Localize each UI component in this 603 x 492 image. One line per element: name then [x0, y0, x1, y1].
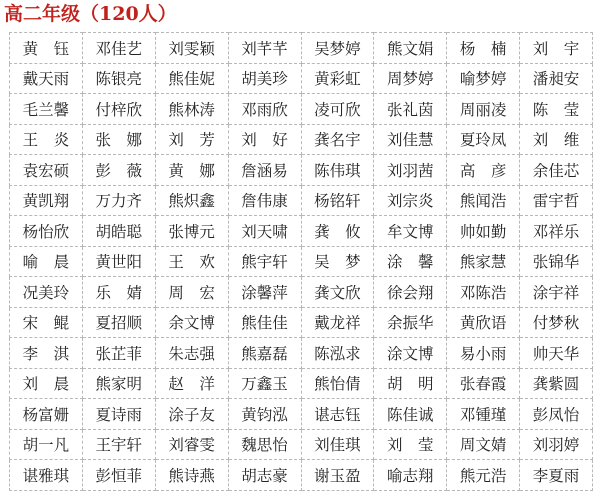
- student-name-cell: 张礼茵: [374, 94, 447, 125]
- student-name-cell: 龚名宇: [301, 124, 374, 155]
- student-name-cell: 毛兰馨: [10, 94, 83, 125]
- student-name-cell: 王 炎: [10, 124, 83, 155]
- student-name-cell: 熊诗燕: [155, 460, 228, 491]
- student-name-cell: 余文博: [155, 307, 228, 338]
- student-name-cell: 熊佳佳: [228, 307, 301, 338]
- roster-row: [10, 33, 593, 64]
- student-name-cell: 陈泓求: [301, 338, 374, 369]
- student-name-cell: 谢玉盈: [301, 460, 374, 491]
- roster-row: [10, 155, 593, 186]
- student-name-cell: 周梦婷: [374, 63, 447, 94]
- student-name-cell: 詹涵易: [228, 155, 301, 186]
- student-name-cell: 熊佳妮: [155, 63, 228, 94]
- student-name-cell: 周文婧: [447, 429, 520, 460]
- student-name-cell: 吴 梦: [301, 246, 374, 277]
- roster-row: [10, 307, 593, 338]
- student-name-cell: 熊文娟: [374, 33, 447, 64]
- student-name-cell: 刘宗炎: [374, 185, 447, 216]
- student-name-cell: 徐会翔: [374, 277, 447, 308]
- student-name-cell: 夏诗雨: [82, 399, 155, 430]
- student-name-cell: 刘雯颖: [155, 33, 228, 64]
- student-name-cell: 涂宇祥: [520, 277, 593, 308]
- grade-title: 高二年级（120人）: [4, 3, 177, 25]
- student-name-cell: 刘 维: [520, 124, 593, 155]
- student-name-cell: 余振华: [374, 307, 447, 338]
- student-name-cell: 黄 娜: [155, 155, 228, 186]
- student-name-cell: 胡一凡: [10, 429, 83, 460]
- student-roster-table: [9, 32, 593, 491]
- student-name-cell: 刘羽婷: [520, 429, 593, 460]
- student-name-cell: 朱志强: [155, 338, 228, 369]
- student-name-cell: 杨怡欣: [10, 216, 83, 247]
- student-name-cell: 熊嘉磊: [228, 338, 301, 369]
- student-name-cell: 龚 攸: [301, 216, 374, 247]
- student-name-cell: 帅天华: [520, 338, 593, 369]
- student-name-cell: 杨铭轩: [301, 185, 374, 216]
- roster-row: [10, 63, 593, 94]
- student-name-cell: 龚紫圆: [520, 368, 593, 399]
- student-name-cell: 詹伟康: [228, 185, 301, 216]
- student-name-cell: 黄欣语: [447, 307, 520, 338]
- roster-row: [10, 277, 593, 308]
- student-name-cell: 周 宏: [155, 277, 228, 308]
- student-name-cell: 王宇轩: [82, 429, 155, 460]
- roster-row: [10, 429, 593, 460]
- student-name-cell: 万力齐: [82, 185, 155, 216]
- student-name-cell: 李夏雨: [520, 460, 593, 491]
- student-name-cell: 邓祥乐: [520, 216, 593, 247]
- student-name-cell: 张芷菲: [82, 338, 155, 369]
- student-name-cell: 夏玲凤: [447, 124, 520, 155]
- student-name-cell: 刘佳慧: [374, 124, 447, 155]
- student-name-cell: 喻梦婷: [447, 63, 520, 94]
- student-name-cell: 刘睿雯: [155, 429, 228, 460]
- student-name-cell: 邓佳艺: [82, 33, 155, 64]
- student-name-cell: 刘佳琪: [301, 429, 374, 460]
- student-name-cell: 邓雨欣: [228, 94, 301, 125]
- student-name-cell: 熊家明: [82, 368, 155, 399]
- student-name-cell: 付梦秋: [520, 307, 593, 338]
- student-name-cell: 乐 婧: [82, 277, 155, 308]
- student-name-cell: 黄 钰: [10, 33, 83, 64]
- student-name-cell: 魏思怡: [228, 429, 301, 460]
- student-name-cell: 邓陈浩: [447, 277, 520, 308]
- student-name-cell: 熊宇轩: [228, 246, 301, 277]
- roster-body: [10, 33, 593, 491]
- student-name-cell: 谌雅琪: [10, 460, 83, 491]
- roster-row: [10, 124, 593, 155]
- student-name-cell: 陈伟琪: [301, 155, 374, 186]
- student-name-cell: 胡美珍: [228, 63, 301, 94]
- student-name-cell: 牟文博: [374, 216, 447, 247]
- student-name-cell: 熊林涛: [155, 94, 228, 125]
- student-name-cell: 胡 明: [374, 368, 447, 399]
- student-name-cell: 潘昶安: [520, 63, 593, 94]
- student-name-cell: 刘 芳: [155, 124, 228, 155]
- student-name-cell: 熊炽鑫: [155, 185, 228, 216]
- student-name-cell: 戴龙祥: [301, 307, 374, 338]
- student-name-cell: 刘芊芊: [228, 33, 301, 64]
- student-name-cell: 凌可欣: [301, 94, 374, 125]
- student-name-cell: 赵 洋: [155, 368, 228, 399]
- student-name-cell: 高 彦: [447, 155, 520, 186]
- roster-row: [10, 246, 593, 277]
- roster-row: [10, 460, 593, 491]
- student-name-cell: 宋 鲲: [10, 307, 83, 338]
- student-name-cell: 万鑫玉: [228, 368, 301, 399]
- student-name-cell: 彭凤怡: [520, 399, 593, 430]
- student-name-cell: 涂 馨: [374, 246, 447, 277]
- student-name-cell: 戴天雨: [10, 63, 83, 94]
- student-name-cell: 喻 晨: [10, 246, 83, 277]
- student-name-cell: 付梓欣: [82, 94, 155, 125]
- student-name-cell: 张博元: [155, 216, 228, 247]
- student-name-cell: 熊家慧: [447, 246, 520, 277]
- student-name-cell: 彭恒菲: [82, 460, 155, 491]
- student-name-cell: 张 娜: [82, 124, 155, 155]
- student-name-cell: 陈佳诚: [374, 399, 447, 430]
- student-name-cell: 刘 宇: [520, 33, 593, 64]
- student-name-cell: 况美玲: [10, 277, 83, 308]
- student-name-cell: 周丽凌: [447, 94, 520, 125]
- roster-row: [10, 185, 593, 216]
- student-name-cell: 夏招顺: [82, 307, 155, 338]
- student-name-cell: 熊闻浩: [447, 185, 520, 216]
- student-name-cell: 袁宏硕: [10, 155, 83, 186]
- student-name-cell: 帅如勤: [447, 216, 520, 247]
- roster-row: [10, 399, 593, 430]
- student-name-cell: 黄世阳: [82, 246, 155, 277]
- student-name-cell: 胡志豪: [228, 460, 301, 491]
- roster-row: [10, 368, 593, 399]
- roster-row: [10, 94, 593, 125]
- student-name-cell: 黄彩虹: [301, 63, 374, 94]
- student-name-cell: 谌志钰: [301, 399, 374, 430]
- student-name-cell: 黄凯翔: [10, 185, 83, 216]
- student-name-cell: 刘 莹: [374, 429, 447, 460]
- student-name-cell: 刘 晨: [10, 368, 83, 399]
- student-name-cell: 雷宇哲: [520, 185, 593, 216]
- student-name-cell: 陈 莹: [520, 94, 593, 125]
- student-name-cell: 龚文欣: [301, 277, 374, 308]
- student-name-cell: 李 淇: [10, 338, 83, 369]
- student-name-cell: 涂文博: [374, 338, 447, 369]
- student-name-cell: 胡皓聪: [82, 216, 155, 247]
- student-name-cell: 余佳芯: [520, 155, 593, 186]
- student-name-cell: 张春霞: [447, 368, 520, 399]
- student-name-cell: 王 欢: [155, 246, 228, 277]
- student-name-cell: 易小雨: [447, 338, 520, 369]
- student-name-cell: 喻志翔: [374, 460, 447, 491]
- student-name-cell: 张锦华: [520, 246, 593, 277]
- student-name-cell: 涂馨萍: [228, 277, 301, 308]
- student-name-cell: 吴梦婷: [301, 33, 374, 64]
- student-name-cell: 刘 好: [228, 124, 301, 155]
- student-name-cell: 杨富姗: [10, 399, 83, 430]
- student-name-cell: 涂子友: [155, 399, 228, 430]
- student-name-cell: 陈银亮: [82, 63, 155, 94]
- student-name-cell: 熊元浩: [447, 460, 520, 491]
- roster-row: [10, 338, 593, 369]
- student-name-cell: 刘天啸: [228, 216, 301, 247]
- student-name-cell: 彭 薇: [82, 155, 155, 186]
- student-name-cell: 杨 楠: [447, 33, 520, 64]
- student-name-cell: 刘羽茜: [374, 155, 447, 186]
- student-name-cell: 邓锺瑾: [447, 399, 520, 430]
- roster-row: [10, 216, 593, 247]
- student-name-cell: 黄钧泓: [228, 399, 301, 430]
- student-name-cell: 熊怡倩: [301, 368, 374, 399]
